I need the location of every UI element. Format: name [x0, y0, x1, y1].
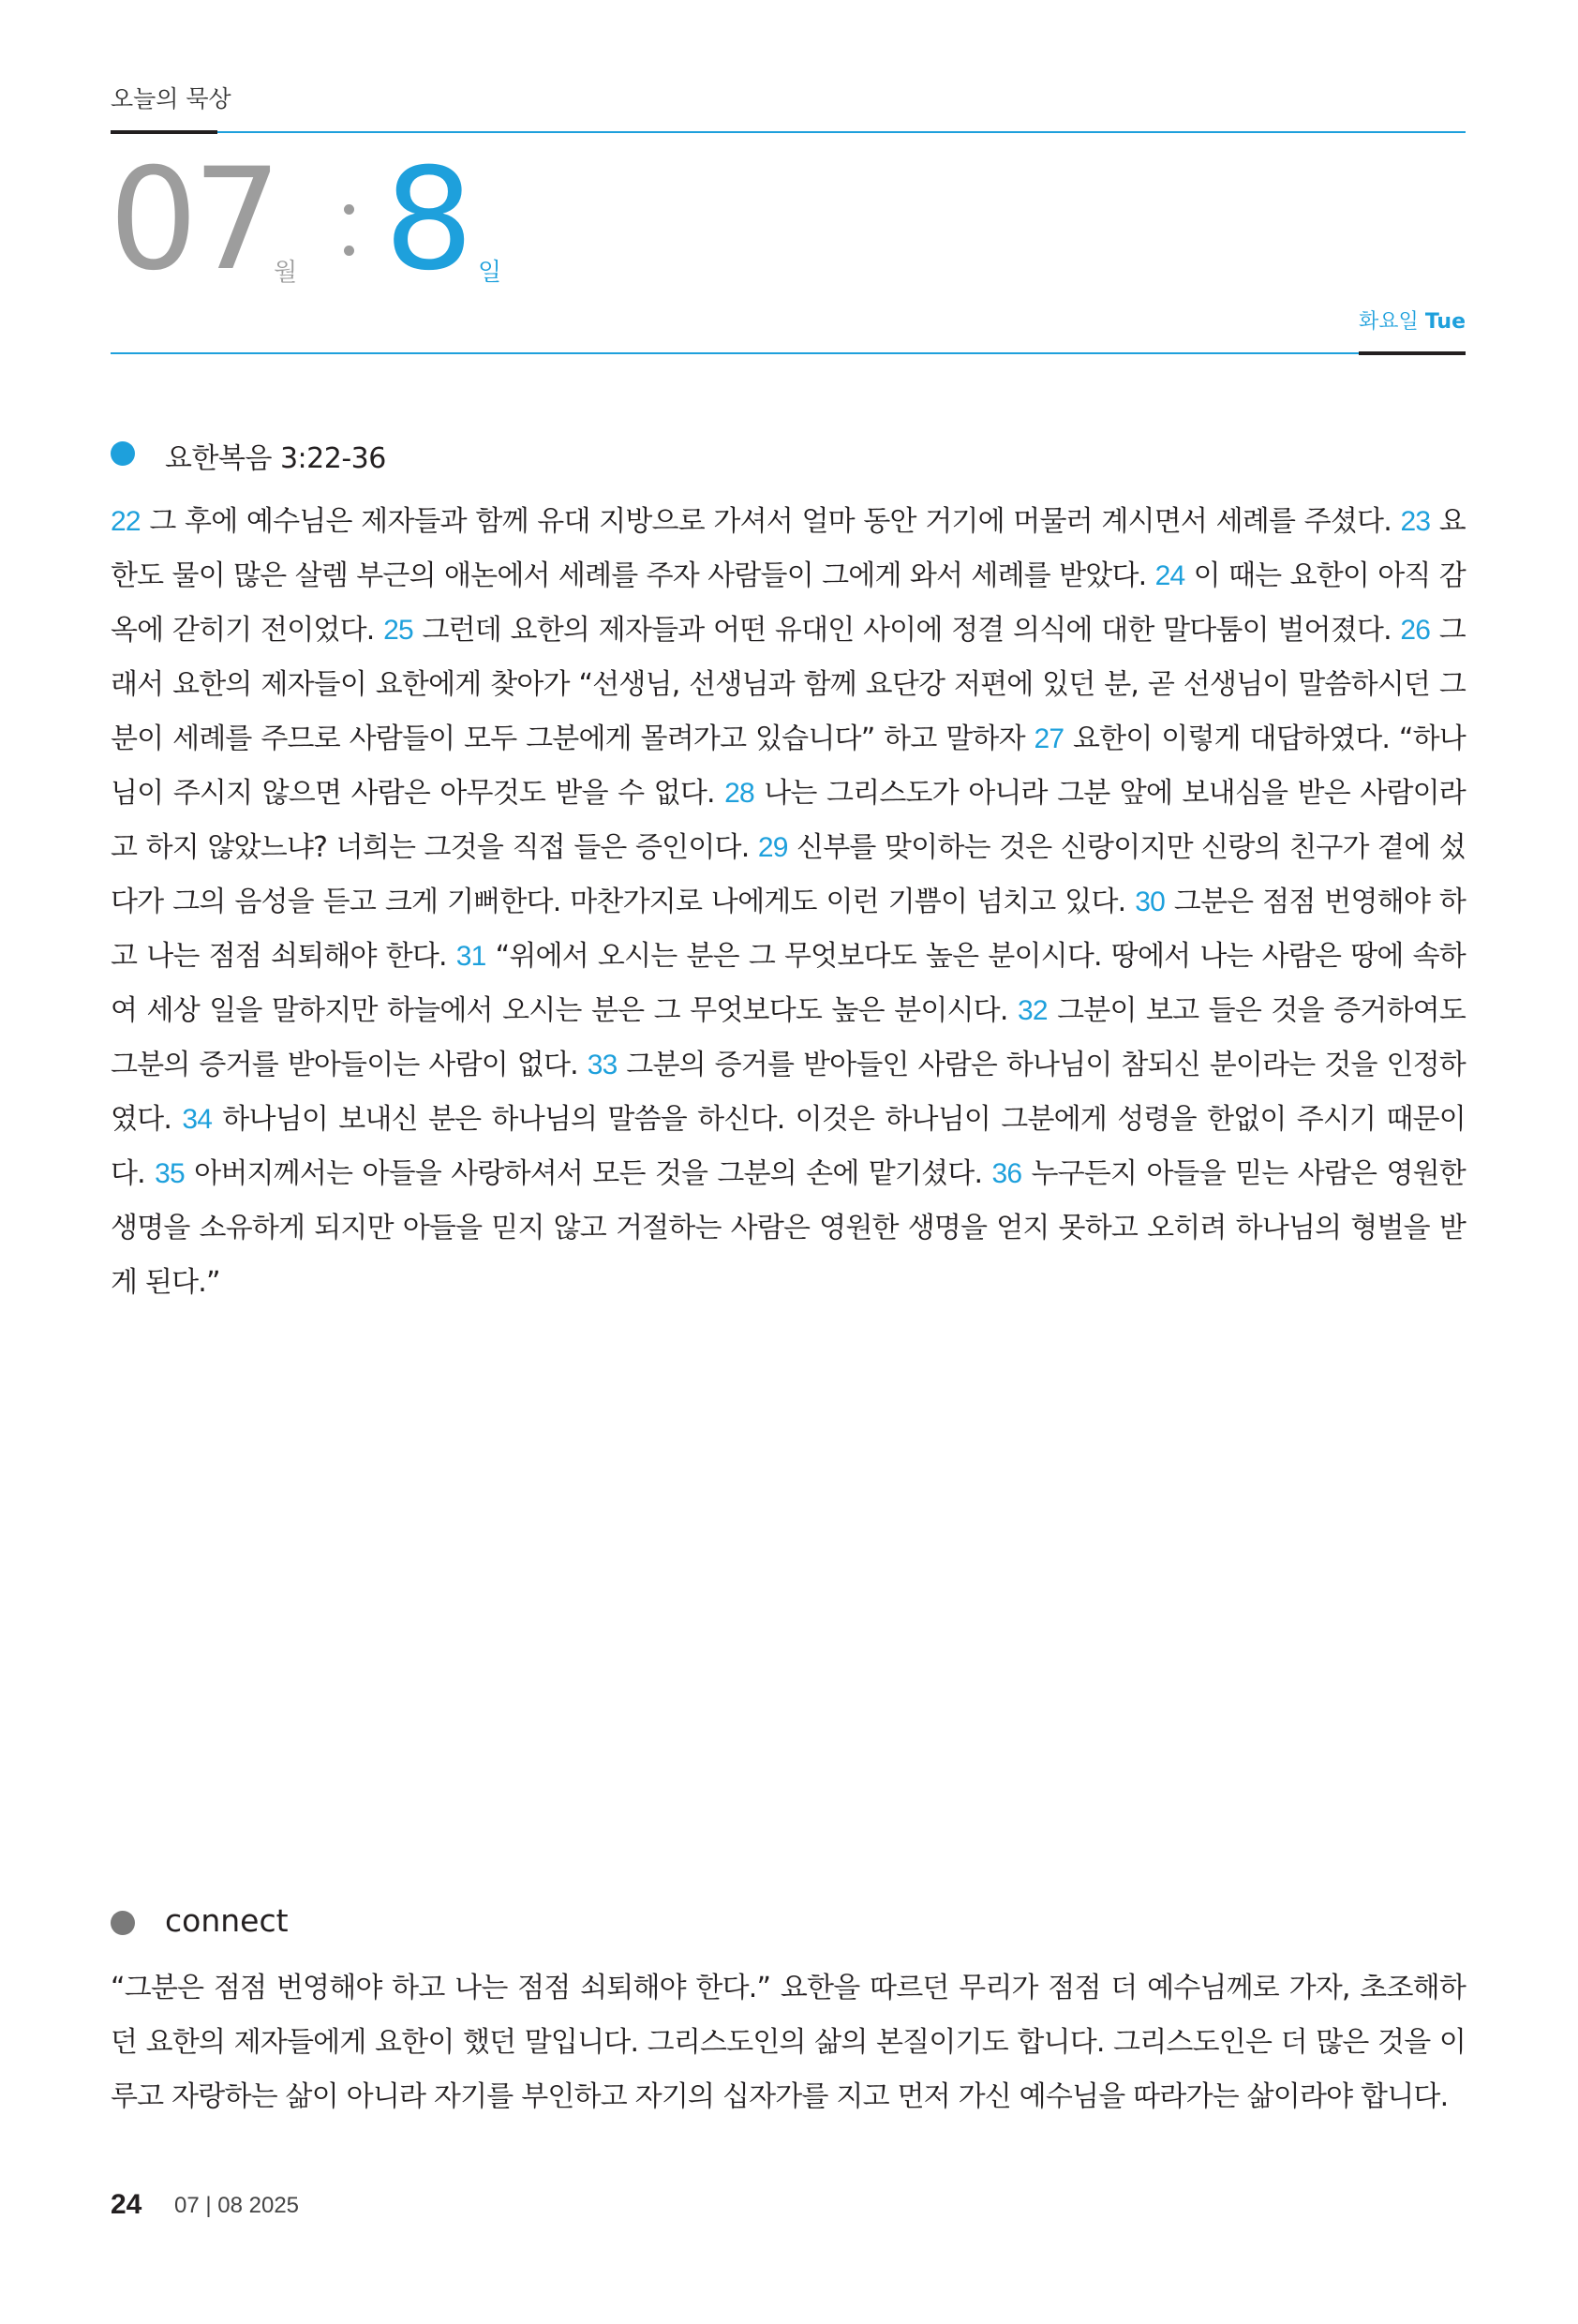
- verse-number: 29: [757, 832, 788, 863]
- scripture-passage: [111, 495, 1466, 1310]
- verse-number: 26: [1400, 615, 1431, 646]
- verse-text: 아버지께서는 아들을 사랑하셔서 모든 것을 그분의 손에 맡기셨다.: [194, 1157, 983, 1190]
- verse-number: 33: [587, 1050, 618, 1080]
- verse-number: 24: [1154, 560, 1185, 591]
- section-label: 오늘의 묵상: [111, 85, 231, 112]
- date-colon-dot-bottom: [344, 246, 354, 256]
- scripture-bullet-icon: [111, 441, 135, 466]
- verse-text: 하나님이 보내신 분은 하나님의 말씀을 하신다. 이것은 하나님이 그분에게 성령을 한없이 주시기 때문이다.: [111, 1103, 1466, 1190]
- month-number: 07: [109, 139, 276, 302]
- verse-text: 신부를 맞이하는 것은 신랑이지만 신랑의 친구가 곁에 섰다가 그의 음성을 듣고 크게 기뻐한다. 마찬가지로 나에게도 이런 기쁨이 넘치고 있다.: [111, 831, 1466, 918]
- verse-number: 36: [991, 1158, 1022, 1189]
- weekday-underline: [1359, 351, 1466, 355]
- connect-title: connect: [165, 1902, 289, 1939]
- scripture-reference: 요한복음 3:22-36: [165, 442, 386, 475]
- issue-date: 07 | 08 2025: [174, 2193, 300, 2218]
- verse-number: 22: [111, 506, 141, 537]
- verse-number: 31: [455, 941, 486, 972]
- verse-number: 30: [1135, 886, 1165, 917]
- verse-text: 그런데 요한의 제자들과 어떤 유대인 사이에 정결 의식에 대한 말다툼이 벌어졌다.: [422, 614, 1392, 647]
- verse-text: 나는 그리스도가 아니라 그분 앞에 보내심을 받은 사람이라고 하지 않았느냐? 너희는 그것을 직접 들은 증인이다.: [111, 777, 1466, 864]
- weekday-label: [1359, 305, 1466, 335]
- page-number: 24: [111, 2189, 142, 2220]
- header-bottom-rule: [111, 352, 1359, 354]
- verse-text: 요한도 물이 많은 살렘 부근의 애논에서 세례를 주자 사람들이 그에게 와서 세례를 받았다.: [111, 505, 1466, 592]
- verse-text: 그분은 점점 번영해야 하고 나는 점점 쇠퇴해야 한다.: [111, 886, 1466, 973]
- weekday-english: Tue: [1424, 310, 1466, 334]
- connect-body: “그분은 점점 번영해야 하고 나는 점점 쇠퇴해야 한다.” 요한을 따르던 무리가 점점 더 예수님께로 가자, 초조해하던 요한의 제자들에게 요한이 했던 말입니다. 그리스도인의 삶의 본질이기도 합니다. 그리스도인은 더 많은 것을 이루고 자랑하는 삶이 아니라 자기를 부인하고 자기의 십자가를 지고 먼저 가신 예수님을 따라가는 삶이라야 합니다.: [111, 1972, 1466, 2113]
- weekday-korean: 화요일: [1359, 310, 1419, 334]
- verse-text: 그 후에 예수님은 제자들과 함께 유대 지방으로 가셔서 얼마 동안 거기에 머물러 계시면서 세례를 주셨다.: [149, 505, 1392, 538]
- verse-number: 27: [1034, 723, 1064, 754]
- verse-number: 32: [1017, 995, 1048, 1026]
- month-unit: 월: [274, 259, 298, 287]
- day-number: 8: [384, 139, 474, 302]
- verse-text: 요한이 이렇게 대답하였다. “하나님이 주시지 않으면 사람은 아무것도 받을 수 없다.: [111, 723, 1466, 810]
- header-top-rule: [217, 131, 1466, 133]
- verse-number: 23: [1400, 506, 1431, 537]
- date-colon-dot-top: [344, 204, 354, 215]
- connect-bullet-icon: [111, 1911, 135, 1935]
- day-unit: 일: [478, 259, 502, 287]
- verse-text: 그래서 요한의 제자들이 요한에게 찾아가 “선생님, 선생님과 함께 요단강 저편에 있던 분, 곧 선생님이 말씀하시던 그분이 세례를 주므로 사람들이 모두 그분에게 몰려가고 있습니다” 하고 말하자: [111, 614, 1466, 755]
- verse-text: “위에서 오시는 분은 그 무엇보다도 높은 분이시다. 땅에서 나는 사람은 땅에 속하여 세상 일을 말하지만 하늘에서 오시는 분은 그 무엇보다도 높은 분이시다.: [111, 940, 1466, 1027]
- verse-number: 25: [383, 615, 413, 646]
- verse-text: 이 때는 요한이 아직 감옥에 갇히기 전이었다.: [111, 559, 1466, 647]
- verse-text: 그분의 증거를 받아들인 사람은 하나님이 참되신 분이라는 것을 인정하였다.: [111, 1049, 1466, 1136]
- verse-number: 35: [155, 1158, 185, 1189]
- verse-number: 28: [724, 778, 754, 809]
- verse-text: 누구든지 아들을 믿는 사람은 영원한 생명을 소유하게 되지만 아들을 믿지 않고 거절하는 사람은 영원한 생명을 얻지 못하고 오히려 하나님의 형벌을 받게 된다.”: [111, 1157, 1466, 1299]
- verse-number: 34: [182, 1104, 213, 1135]
- verse-text: 그분이 보고 들은 것을 증거하여도 그분의 증거를 받아들이는 사람이 없다.: [111, 994, 1466, 1081]
- section-label-underline: [111, 130, 217, 134]
